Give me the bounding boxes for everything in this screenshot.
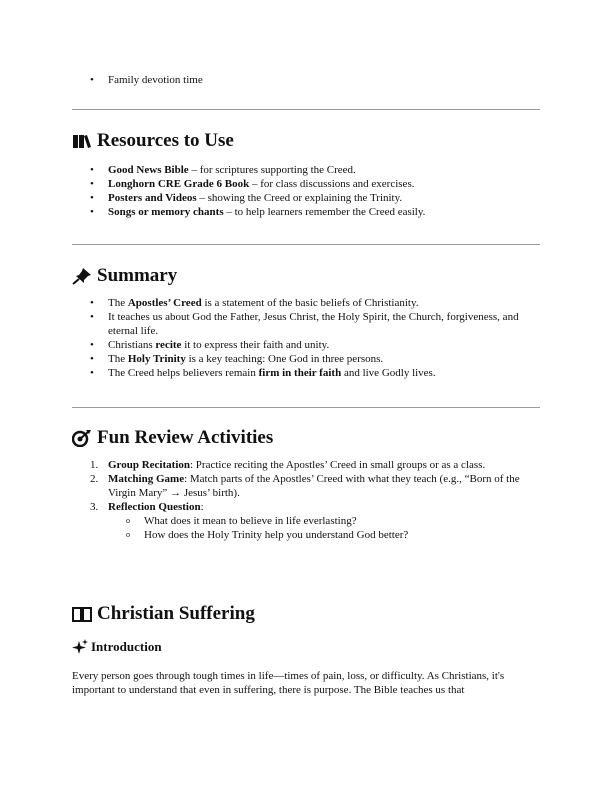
reflection-questions-list <box>72 514 542 542</box>
list-item-text <box>108 206 425 218</box>
activities-list <box>72 458 542 514</box>
divider <box>72 109 540 110</box>
bold-text: Reflection Question <box>108 501 201 513</box>
bold-text: Matching Game <box>108 473 185 485</box>
text: and live Godly lives. <box>341 367 436 379</box>
list-item-text <box>108 178 414 190</box>
list-item-text <box>108 501 204 513</box>
bold-text: Songs or memory chants <box>108 206 224 218</box>
list-number: 3. <box>90 501 99 513</box>
bullet: • <box>90 178 94 190</box>
bold-text: Group Recitation <box>108 459 190 471</box>
list-item <box>72 500 542 514</box>
bullet: • <box>90 297 94 309</box>
bullet: • <box>90 206 94 218</box>
introduction-heading: Introduction <box>91 639 162 654</box>
sparkles-icon <box>72 639 88 655</box>
bold-text: Good News Bible <box>108 164 189 176</box>
introduction-paragraph: Every person goes through tough times in life—times of pain, loss, or difficulty. As Christians, it's important to understand that even in suffering, there is purpose. The Bible teaches us that <box>72 670 505 696</box>
text: is a statement of the basic beliefs of Christianity. <box>201 297 419 309</box>
summary-section <box>72 265 542 380</box>
bullet: o <box>126 516 130 525</box>
text: The Creed helps believers remain <box>108 367 259 379</box>
list-item <box>72 310 542 338</box>
section-heading <box>72 603 542 625</box>
divider <box>72 407 540 408</box>
text: : <box>200 501 204 513</box>
bold-text: Posters and Videos <box>108 192 197 204</box>
text: – to help learners remember the Creed easily. <box>223 206 426 218</box>
bold-text: recite <box>155 339 182 351</box>
open-book-icon <box>72 605 92 623</box>
suffering-section <box>72 603 542 697</box>
bold-text: firm in their faith <box>258 367 342 379</box>
text: The <box>108 297 128 309</box>
bullet: • <box>90 367 94 379</box>
summary-list <box>72 296 542 380</box>
list-number: 1. <box>90 459 99 471</box>
list-item: • Family devotion time <box>90 74 203 86</box>
bullet: • <box>90 311 94 323</box>
activities-section <box>72 427 542 542</box>
list-item <box>72 514 542 528</box>
bullet: o <box>126 530 130 539</box>
text: is a key teaching: One God in three persons. <box>185 353 384 365</box>
list-item <box>72 366 542 380</box>
subsection-heading <box>72 639 542 655</box>
list-item-text <box>108 192 402 204</box>
summary-heading: Summary <box>97 265 178 286</box>
suffering-heading: Christian Suffering <box>97 603 255 624</box>
question-text: What does it mean to believe in life everlasting? <box>144 515 357 527</box>
text: – showing the Creed or explaining the Trinity. <box>196 192 403 204</box>
pushpin-icon <box>72 267 92 285</box>
bold-text: Holy Trinity <box>127 353 186 365</box>
bullet: • <box>90 164 94 176</box>
question-text: How does the Holy Trinity help you understand God better? <box>144 529 409 541</box>
text: Christians <box>108 339 156 351</box>
list-item <box>72 528 542 542</box>
text: – for scriptures supporting the Creed. <box>188 164 356 176</box>
text: : Match parts of the Apostles’ Creed with what they teach (e.g., “Born of the Virgin Mary” → Jesus’ birth). <box>108 473 520 499</box>
text: It teaches us about God the Father, Jesus Christ, the Holy Spirit, the Church, forgiveness, and eternal life. <box>108 311 519 337</box>
bullet: • <box>90 353 94 365</box>
list-item-text <box>108 367 436 379</box>
target-icon <box>72 429 92 447</box>
list-number: 2. <box>90 473 99 485</box>
top-list <box>72 73 542 87</box>
list-item-text <box>108 311 519 337</box>
text: : Practice reciting the Apostles’ Creed in small groups or as a class. <box>190 459 486 471</box>
list-item <box>72 338 542 352</box>
activities-heading: Fun Review Activities <box>97 427 274 448</box>
resources-heading: Resources to Use <box>97 130 234 151</box>
list-item <box>72 352 542 366</box>
books-icon <box>72 132 92 150</box>
list-item-text <box>108 297 419 309</box>
list-item <box>72 472 542 500</box>
text: – for class discussions and exercises. <box>249 178 415 190</box>
list-item <box>72 296 542 310</box>
list-item-text <box>108 459 485 471</box>
section-heading <box>72 265 542 287</box>
list-item <box>72 191 542 205</box>
section-heading <box>72 427 542 449</box>
divider <box>72 244 540 245</box>
list-item <box>72 458 542 472</box>
resources-section <box>72 130 542 219</box>
bullet: • <box>90 339 94 351</box>
list-item <box>72 177 542 191</box>
resources-list <box>72 163 542 219</box>
bullet: • <box>90 192 94 204</box>
list-item-text: Family devotion time <box>108 74 203 86</box>
list-item <box>72 205 542 219</box>
bold-text: Apostles’ Creed <box>127 297 202 309</box>
bold-text: Longhorn CRE Grade 6 Book <box>108 178 250 190</box>
text: it to express their faith and unity. <box>181 339 330 351</box>
list-item-text <box>108 339 329 351</box>
section-heading <box>72 130 542 152</box>
list-item-text <box>108 164 356 176</box>
text: The <box>108 353 128 365</box>
list-item-text <box>108 353 383 365</box>
list-item <box>72 163 542 177</box>
list-item-text <box>108 473 520 499</box>
